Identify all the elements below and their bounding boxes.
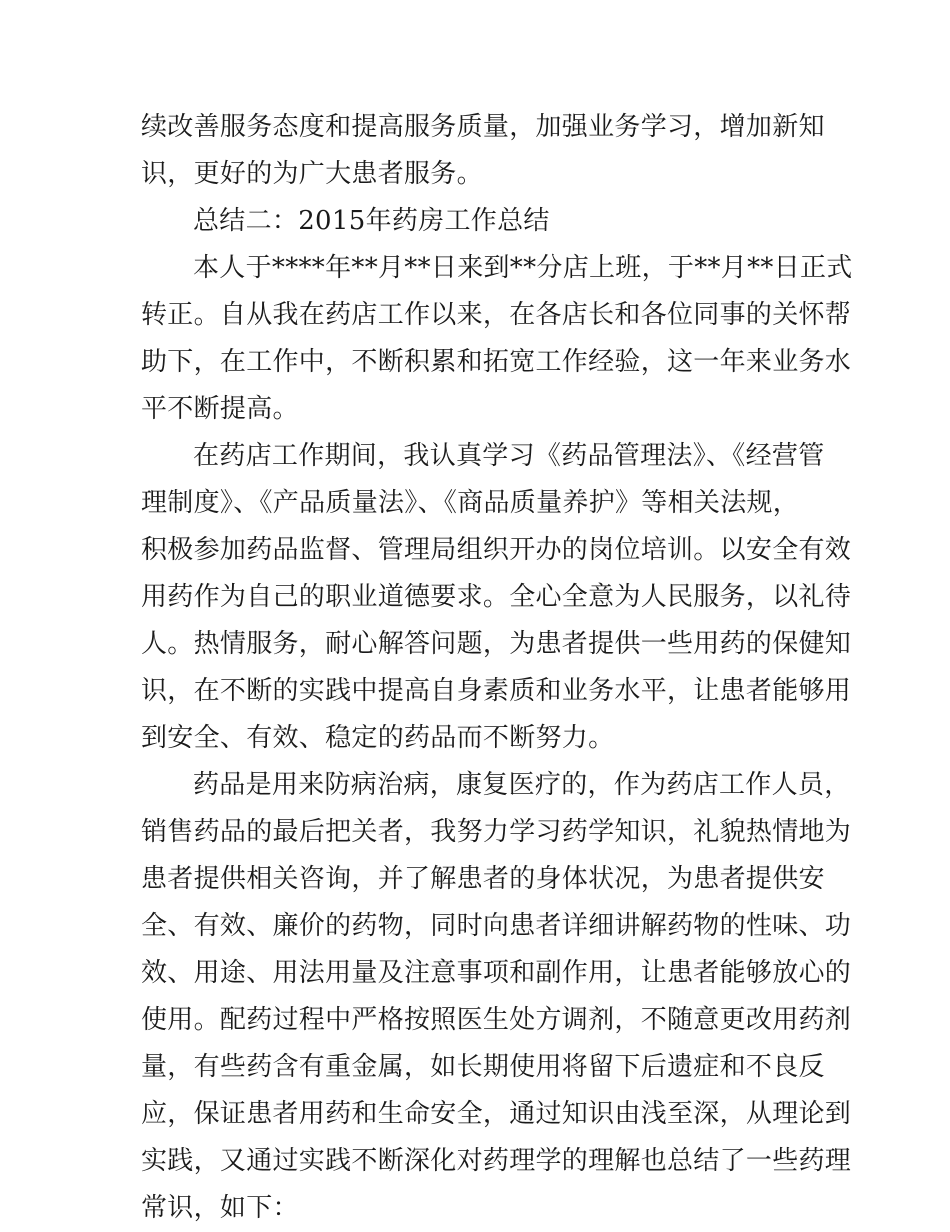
text-line: 本人于****年**月**日来到**分店上班，于**月**日正式 <box>193 253 853 283</box>
text-line: 到安全、有效、稳定的药品而不断努力。 <box>141 723 615 753</box>
text-line: 平不断提高。 <box>141 394 299 424</box>
text-line: 常识，如下： <box>141 1193 299 1223</box>
text-line: 全、有效、廉价的药物，同时向患者详细讲解药物的性味、功 <box>141 911 852 941</box>
text-line: 人。热情服务，耐心解答问题，为患者提供一些用药的保健知 <box>141 629 852 659</box>
text-line: 用药作为自己的职业道德要求。全心全意为人民服务，以礼待 <box>141 582 852 612</box>
text-line: 销售药品的最后把关者，我努力学习药学知识，礼貌热情地为 <box>141 817 852 847</box>
text-line: 应，保证患者用药和生命安全，通过知识由浅至深，从理论到 <box>141 1099 852 1129</box>
text-line: 总结二：2015年药房工作总结 <box>193 206 550 236</box>
document-body <box>141 104 853 1232</box>
text-line: 在药店工作期间，我认真学习《药品管理法》、《经营管 <box>193 441 825 471</box>
text-line: 续改善服务态度和提高服务质量，加强业务学习，增加新知 <box>141 112 825 142</box>
text-line: 转正。自从我在药店工作以来，在各店长和各位同事的关怀帮 <box>141 300 852 330</box>
text-line: 使用。配药过程中严格按照医生处方调剂，不随意更改用药剂 <box>141 1005 852 1035</box>
text-line: 效、用途、用法用量及注意事项和副作用，让患者能够放心的 <box>141 958 852 988</box>
text-line: 积极参加药品监督、管理局组织开办的岗位培训。以安全有效 <box>141 535 852 565</box>
text-line: 量，有些药含有重金属，如长期使用将留下后遗症和不良反 <box>141 1052 825 1082</box>
text-line: 患者提供相关咨询，并了解患者的身体状况，为患者提供安 <box>141 864 825 894</box>
text-line: 实践，又通过实践不断深化对药理学的理解也总结了一些药理 <box>141 1146 852 1176</box>
text-line: 助下，在工作中，不断积累和拓宽工作经验，这一年来业务水 <box>141 347 852 377</box>
text-line: 药品是用来防病治病，康复医疗的，作为药店工作人员， <box>193 770 851 800</box>
text-line: 理制度》、《产品质量法》、《商品质量养护》等相关法规， <box>141 488 800 518</box>
text-line: 识，更好的为广大患者服务。 <box>141 159 483 189</box>
text-line: 识，在不断的实践中提高自身素质和业务水平，让患者能够用 <box>141 676 852 706</box>
